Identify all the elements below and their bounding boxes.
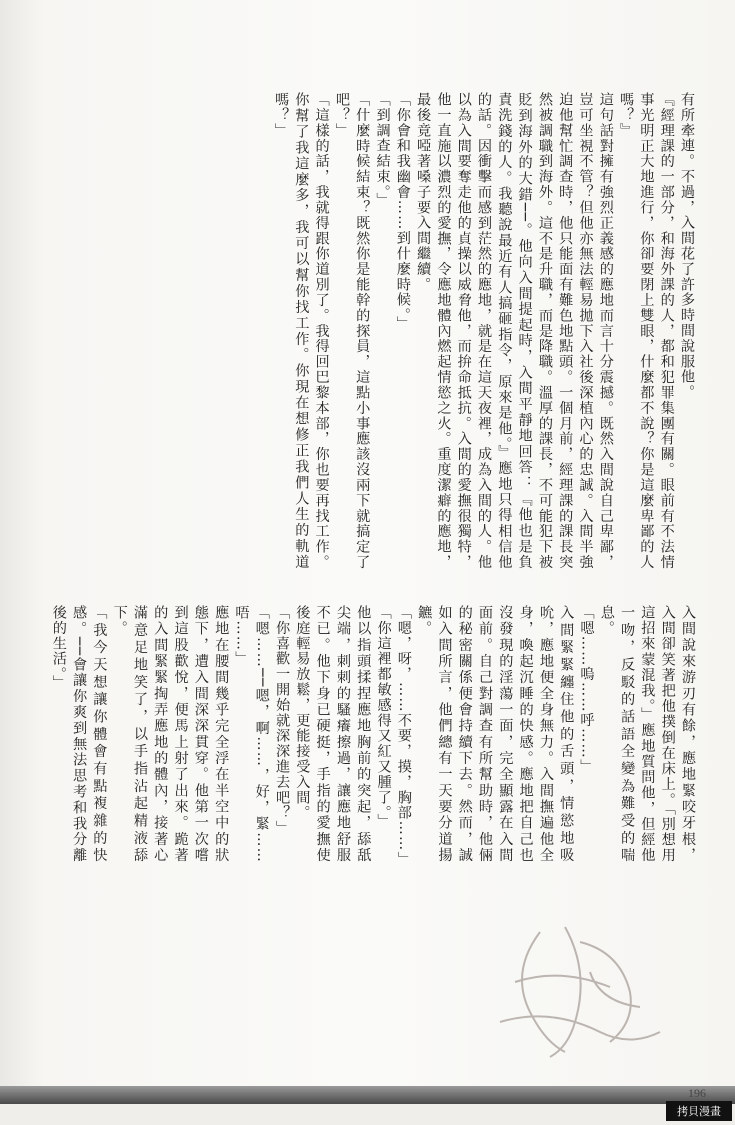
decorative-monogram-icon xyxy=(470,912,670,1062)
page-number: 196 xyxy=(688,1086,706,1100)
paragraph: 應地在腰間幾乎完全浮在半空中的狀態下，遭入間深深貫穿。他第一次嚐到這股歡悅，便馬上射了出來。跪著的入間緊緊掏弄應地的體內，接著心滿意足地笑了，以手指沾起精液舔下。 xyxy=(111,605,230,863)
paragraph: 『經理課的一部分，和海外課的人，都和犯罪集團有關。眼前有不法情事光明正大地進行，你卻要閉上雙眼，什麼都不說？你是這麼卑鄙的人嗎？』 xyxy=(618,92,675,570)
page-bottom-margin xyxy=(0,1104,735,1125)
lower-text-block xyxy=(50,605,698,867)
paragraph: 「嗯，呀，……不要，摸，胸部……」 xyxy=(395,605,412,867)
upper-text-block xyxy=(110,92,697,570)
paragraph: 他以指頭揉捏應地胸前的突起，舔舐尖端，刺刺的騷癢擦過，讓應地舒服不已。他下身已硬挺，手指的愛撫使後庭輕易放鬆，更能接受入間。 xyxy=(294,605,372,863)
paragraph: 入間說來游刃有餘，應地緊咬牙根，入間卻笑著把他撲倒在床上。「別想用這招來蒙混我。」應地質問他，但經他一吻，反駁的話語全變為難受的喘息。 xyxy=(598,605,696,863)
paragraph: 「什麼時候結束？既然你是能幹的探員，這點小事應該沒兩下就搞定了吧？」 xyxy=(333,92,371,570)
page-edge-shadow xyxy=(0,1086,735,1104)
paragraph: 有所牽連。不過，入間花了許多時間說服他。 xyxy=(679,92,695,400)
paragraph: 「你這裡都敏感得又紅又腫了。」 xyxy=(375,605,392,829)
paragraph: 「你會和我幽會……到什麼時候。」 xyxy=(394,92,411,332)
paragraph: 「我今天想讓你體會有點複雜的快感。──會讓你爽到無法思考和我分離後的生活。」 xyxy=(50,605,108,863)
paragraph: 這句話對擁有強烈正義感的應地而言十分震撼。既然入間說自己卑鄙，豈可坐視不管？但他亦無法輕易拋下入社後深植內心的忠誠。入間半強迫他幫忙調查時，他只能面有難色地點頭。一個月前，經理課的課長突然被調職到海外。這不是升職，而是降職。溫厚的課長，不可能犯下被貶到海外的大錯──。他向入間提起時，入間平靜地回答：『他也是負責洗錢的人。我聽說最近有人搞砸指令，原來是他。』應地只得相信他的話。因衝擊而感到茫然的應地，就是在這天夜裡，成為入間的人。他以為入間要奪走他的貞操以威脅他，而拚命抵抗。入間的愛撫很獨特，他一直施以濃烈的愛撫，令應地體內燃起情慾之火。重度潔癖的應地，最後竟啞著嗓子要入間繼續。 xyxy=(415,92,614,570)
paragraph: 「嗯……──嗯，啊……，好，緊……唔……」 xyxy=(233,605,270,863)
paragraph: 「嗯……嗚……呼……」 xyxy=(578,605,595,775)
paragraph: 「這樣的話，我就得跟你道別了。我得回巴黎本部，你也要再找工作。你幫了我這麼多，我可以幫你找工作。你現在想修正我們人生的軌道嗎？」 xyxy=(273,92,330,570)
paragraph: 「你喜歡一開始就深深進去吧？」 xyxy=(274,605,291,836)
paragraph: 入間緊緊纏住他的舌頭，情慾地吸吮，應地便全身無力。入間撫遍他全身，喚起沉睡的快感。應地把自己也沒發現的淫蕩一面，完全顯露在入間面前。自己對調查有所幫助時，他倆的秘密關係便會持續下去。然而，誠如入間所言，他們總有一天要分道揚鑣。 xyxy=(416,605,575,863)
site-badge: 拷貝漫畫 xyxy=(666,1101,732,1121)
paragraph: 「到調查結束。」 xyxy=(374,92,391,209)
